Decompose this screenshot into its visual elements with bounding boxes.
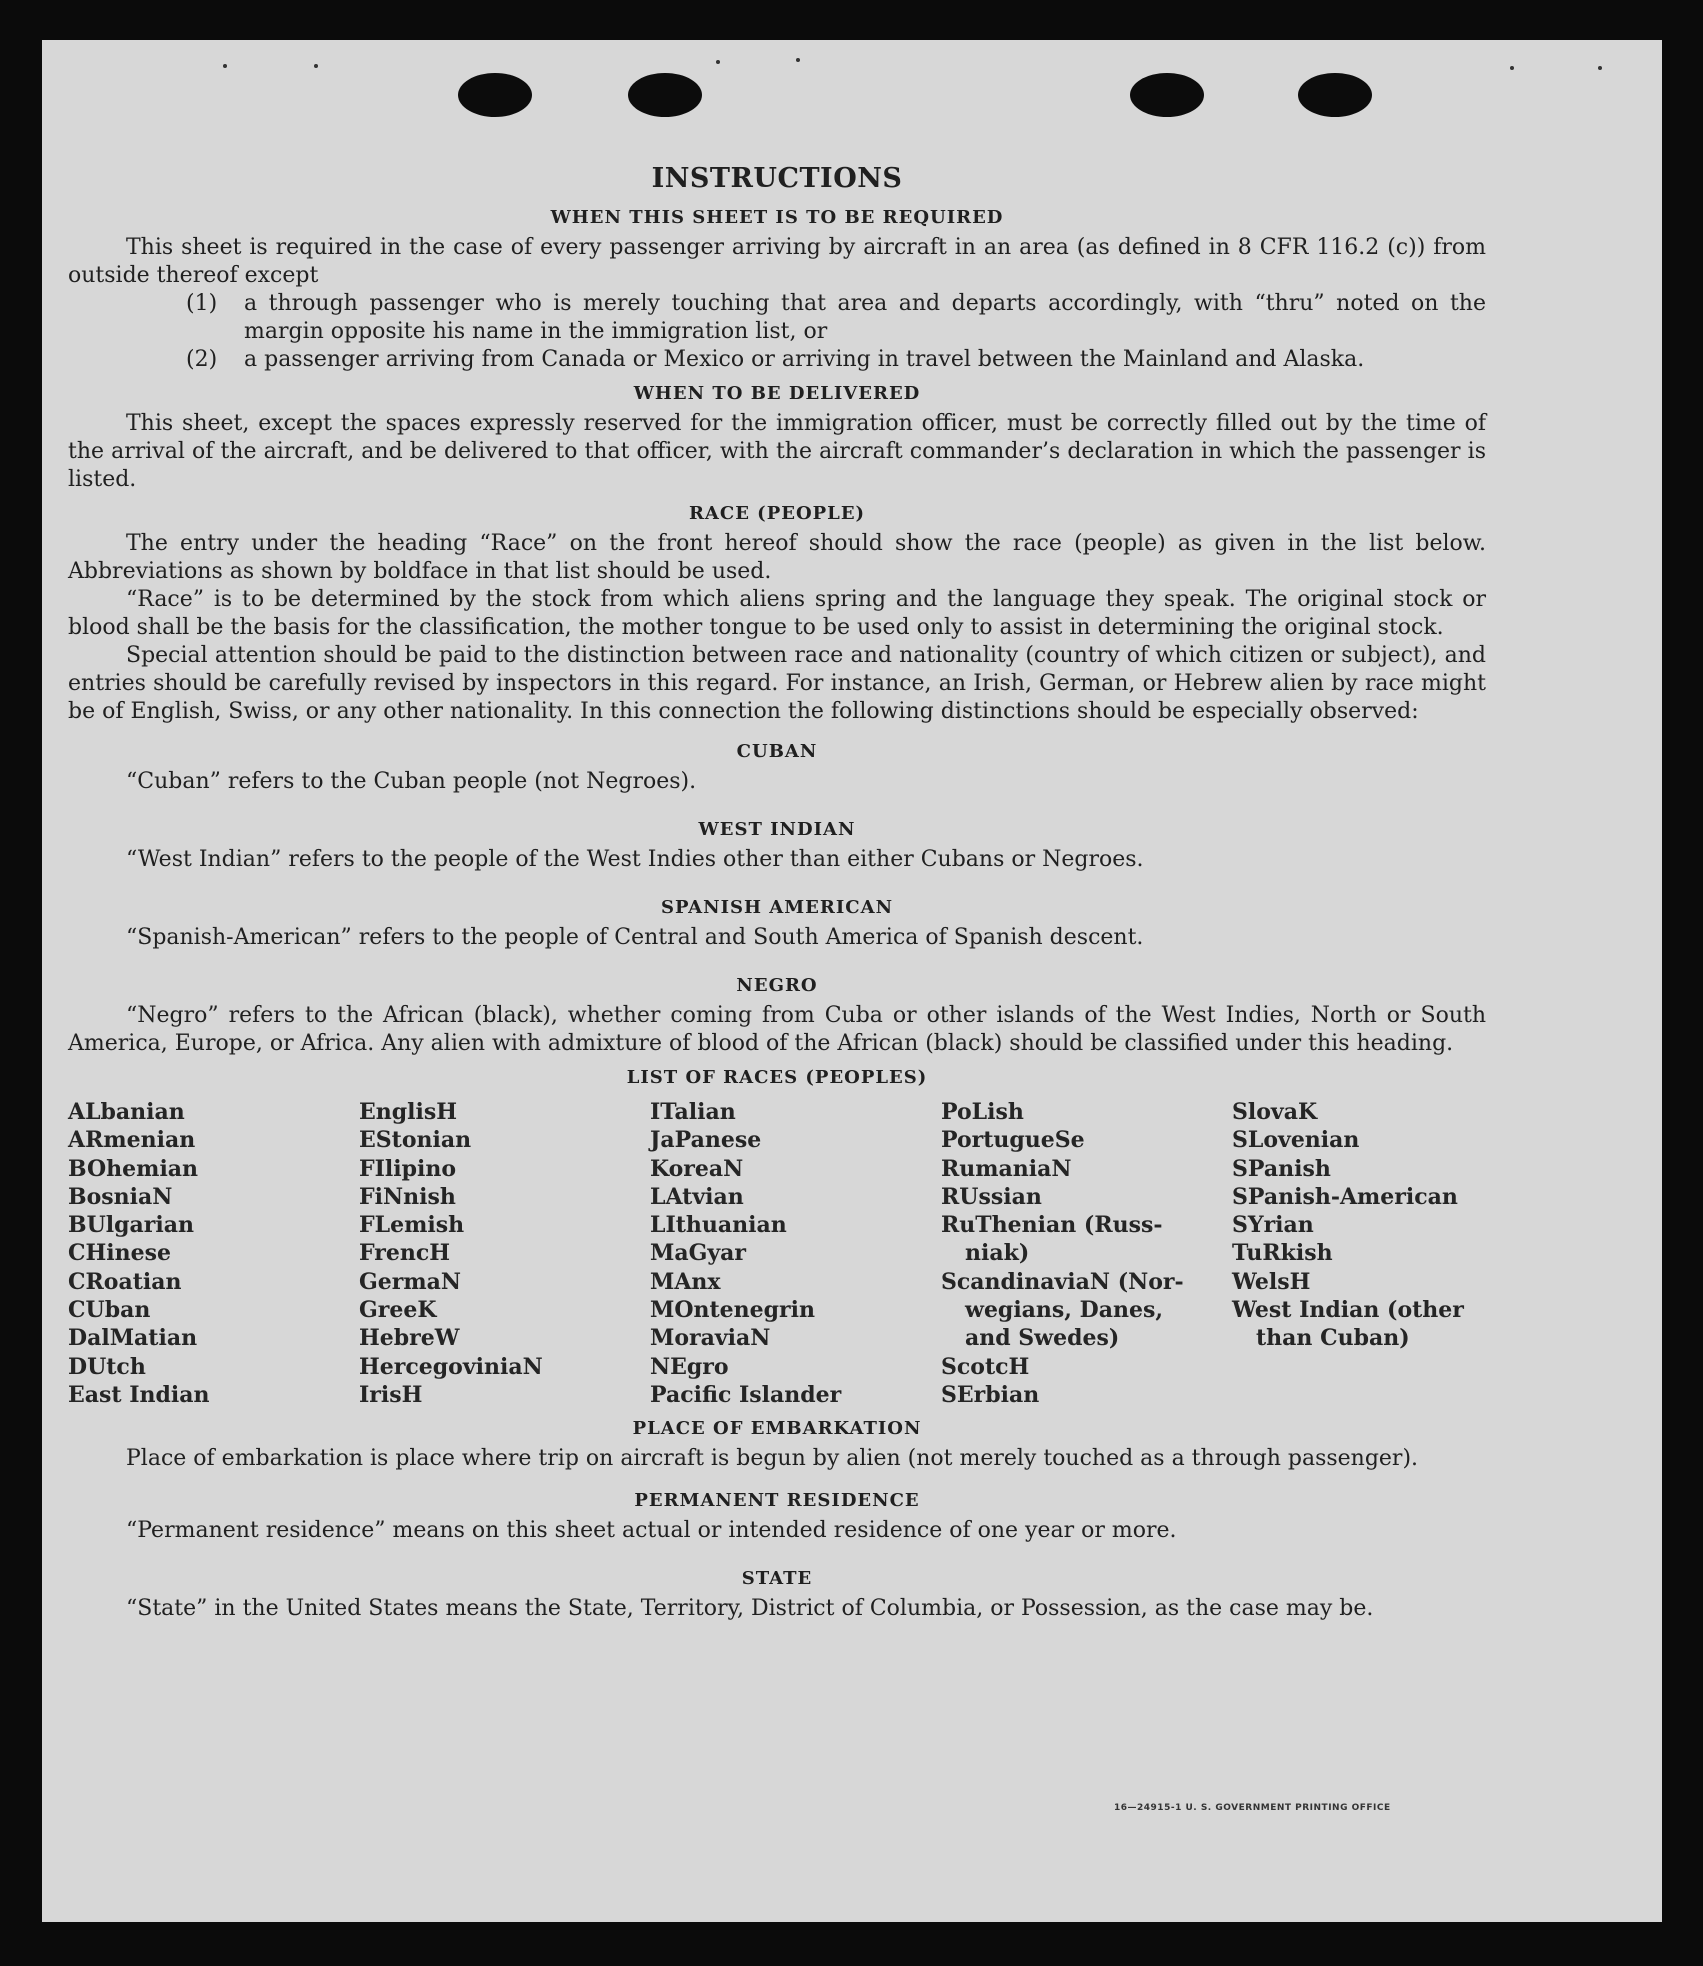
delivered-text: This sheet, except the spaces expressly reserved for the immigration officer, must be correctly filled out by the time of the arrival of the aircraft, and be delivered to that officer, with the aircraft commander’s declaration in which the passenger is listed. xyxy=(68,411,1486,492)
race-entry: MAnx xyxy=(650,1268,721,1295)
race-entry: SErbian xyxy=(941,1381,1040,1408)
spacer xyxy=(68,952,1486,966)
speck xyxy=(796,58,800,62)
race-entry: NEgro xyxy=(650,1353,729,1380)
spacer xyxy=(68,874,1486,888)
race-entry: EStonian xyxy=(359,1127,472,1154)
spacer xyxy=(68,1545,1486,1559)
race-entry: SPanish xyxy=(1232,1155,1331,1182)
item-text: a passenger arriving from Canada or Mexico or arriving in travel between the Mainland and Alaska. xyxy=(244,347,1365,372)
race-column-4 xyxy=(941,1098,1232,1409)
race-entry: FiNnish xyxy=(359,1183,456,1210)
heading-required: WHEN THIS SHEET IS TO BE REQUIRED xyxy=(550,207,1004,228)
race-entry: FIlipino xyxy=(359,1155,457,1182)
race-entry: MOntenegrin xyxy=(650,1297,815,1324)
race-entry: SlovaK xyxy=(1232,1099,1318,1125)
required-intro: This sheet is required in the case of every passenger arriving by aircraft in an area (as defined in 8 CFR 116.2 (c)) from outside thereof except xyxy=(68,235,1486,288)
speck xyxy=(716,60,720,64)
race-entry-continued: and Swedes) xyxy=(965,1325,1120,1352)
west-indian-text: “West Indian” refers to the people of the West Indies other than either Cubans or Negroes. xyxy=(126,847,1144,872)
race-entry: SLovenian xyxy=(1232,1127,1360,1154)
item-number: (1) xyxy=(186,291,218,316)
speck xyxy=(223,64,227,68)
race-entry: PoLish xyxy=(941,1099,1024,1125)
race-entry: GreeK xyxy=(359,1297,437,1324)
residence-text: “Permanent residence” means on this sheet actual or intended residence of one year or more. xyxy=(126,1518,1177,1544)
punch-hole xyxy=(458,73,532,117)
race-paragraph: “Race” is to be determined by the stock from which aliens spring and the language they speak. The original stock or blood shall be the basis for the classification, the mother tongue to be used only to assist in determining the original stock. xyxy=(68,587,1486,640)
race-entry: BOhemian xyxy=(68,1155,199,1182)
speck xyxy=(314,64,318,68)
negro-text: “Negro” refers to the African (black), whether coming from Cuba or other islands of the West Indies, North or South America, Europe, or Africa. Any alien with admixture of blood of the African (black) should be classified under this heading. xyxy=(68,1003,1486,1056)
race-entry: IrisH xyxy=(359,1381,423,1408)
heading-list-of-races: LIST OF RACES (PEOPLES) xyxy=(626,1067,928,1088)
heading-residence: PERMANENT RESIDENCE xyxy=(634,1490,920,1512)
race-entry: ARmenian xyxy=(68,1127,196,1154)
race-paragraph: The entry under the heading “Race” on the front hereof should show the race (people) as given in the list below. Abbreviations as shown by boldface in that list should be used. xyxy=(68,531,1486,584)
heading-cuban: CUBAN xyxy=(736,741,818,762)
speck xyxy=(1510,66,1514,70)
race-entry: ScotcH xyxy=(941,1353,1030,1380)
race-entry: SYrian xyxy=(1232,1212,1314,1239)
race-entry: LIthuanian xyxy=(650,1212,787,1239)
heading-race: RACE (PEOPLE) xyxy=(688,503,866,524)
list-item xyxy=(186,290,1486,346)
item-number: (2) xyxy=(186,347,218,372)
race-entry: CUban xyxy=(68,1297,151,1324)
race-entry: SPanish-American xyxy=(1232,1183,1458,1210)
race-entry: MaGyar xyxy=(650,1240,747,1267)
race-entry: RuThenian (Russ- xyxy=(941,1212,1163,1239)
race-entry: FrencH xyxy=(359,1240,450,1267)
race-entry: BUlgarian xyxy=(68,1212,194,1239)
spanish-american-text: “Spanish-American” refers to the people of Central and South America of Spanish descent. xyxy=(126,925,1144,950)
race-entry-continued: niak) xyxy=(965,1240,1030,1267)
race-entry: BosniaN xyxy=(68,1183,173,1210)
race-paragraph: Special attention should be paid to the distinction between race and nationality (country of which citizen or subject), and entries should be carefully revised by inspectors in this regard. For instance, an Irish, German, or Hebrew alien by race might be of English, Swiss, or any other nationality. In this connection the following distinctions should be especially observed: xyxy=(68,643,1486,724)
race-entry: CHinese xyxy=(68,1240,172,1267)
spacer xyxy=(68,1473,1486,1481)
race-entry: HercegoviniaN xyxy=(359,1353,543,1380)
heading-delivered: WHEN TO BE DELIVERED xyxy=(633,383,921,404)
race-entry: JaPanese xyxy=(650,1127,762,1154)
race-entry: TuRkish xyxy=(1232,1240,1333,1267)
race-entry: CRoatian xyxy=(68,1268,182,1295)
cuban-text: “Cuban” refers to the Cuban people (not Negroes). xyxy=(126,769,697,794)
punch-hole xyxy=(1130,73,1204,117)
embarkation-text: Place of embarkation is place where trip on aircraft is begun by alien (not merely touched as a through passenger). xyxy=(126,1446,1419,1472)
race-entry: WelsH xyxy=(1232,1268,1311,1295)
race-column-1 xyxy=(68,1098,359,1409)
heading-state: STATE xyxy=(741,1568,813,1590)
race-column-2 xyxy=(359,1098,650,1409)
race-entry: West Indian (other xyxy=(1232,1297,1464,1324)
race-list xyxy=(68,1098,1486,1409)
printing-office-code: 16—24915-1 U. S. GOVERNMENT PRINTING OFFICE xyxy=(1114,1803,1391,1813)
race-column-3 xyxy=(650,1098,941,1409)
document-sheet xyxy=(42,40,1662,1922)
speck xyxy=(1598,66,1602,70)
race-entry: HebreW xyxy=(359,1325,460,1352)
race-entry: PortugueSe xyxy=(941,1127,1085,1154)
race-entry-continued: wegians, Danes, xyxy=(965,1297,1163,1324)
race-column-5 xyxy=(1232,1098,1523,1409)
race-entry: DUtch xyxy=(68,1353,146,1380)
item-text: a through passenger who is merely touching that area and departs accordingly, with “thru” noted on the margin opposite his name in the immigration list, or xyxy=(244,291,1486,344)
race-entry-continued: than Cuban) xyxy=(1256,1325,1410,1352)
list-item xyxy=(186,346,1486,374)
race-entry: EnglisH xyxy=(359,1099,458,1125)
spacer xyxy=(68,796,1486,810)
page-title: INSTRUCTIONS xyxy=(651,163,903,194)
heading-negro: NEGRO xyxy=(736,975,818,996)
heading-spanish-american: SPANISH AMERICAN xyxy=(660,897,894,918)
race-entry: FLemish xyxy=(359,1212,465,1239)
race-entry: RumaniaN xyxy=(941,1155,1072,1182)
race-entry: ALbanian xyxy=(68,1099,185,1125)
race-entry: KoreaN xyxy=(650,1155,744,1182)
race-entry: ScandinaviaN (Nor- xyxy=(941,1268,1184,1295)
race-entry: ITalian xyxy=(650,1099,736,1125)
punch-hole xyxy=(1298,73,1372,117)
race-entry: MoraviaN xyxy=(650,1325,771,1352)
race-entry: Pacific Islander xyxy=(650,1381,842,1408)
instructions-content xyxy=(68,164,1486,1623)
race-entry: RUssian xyxy=(941,1183,1042,1210)
race-entry: DalMatian xyxy=(68,1325,198,1352)
race-entry: GermaN xyxy=(359,1268,462,1295)
state-text: “State” in the United States means the State, Territory, District of Columbia, or Possession, as the case may be. xyxy=(126,1596,1374,1622)
punch-hole xyxy=(628,73,702,117)
race-entry: East Indian xyxy=(68,1381,210,1408)
race-entry: LAtvian xyxy=(650,1183,744,1210)
heading-embarkation: PLACE OF EMBARKATION xyxy=(632,1418,922,1440)
heading-west-indian: WEST INDIAN xyxy=(698,819,856,840)
